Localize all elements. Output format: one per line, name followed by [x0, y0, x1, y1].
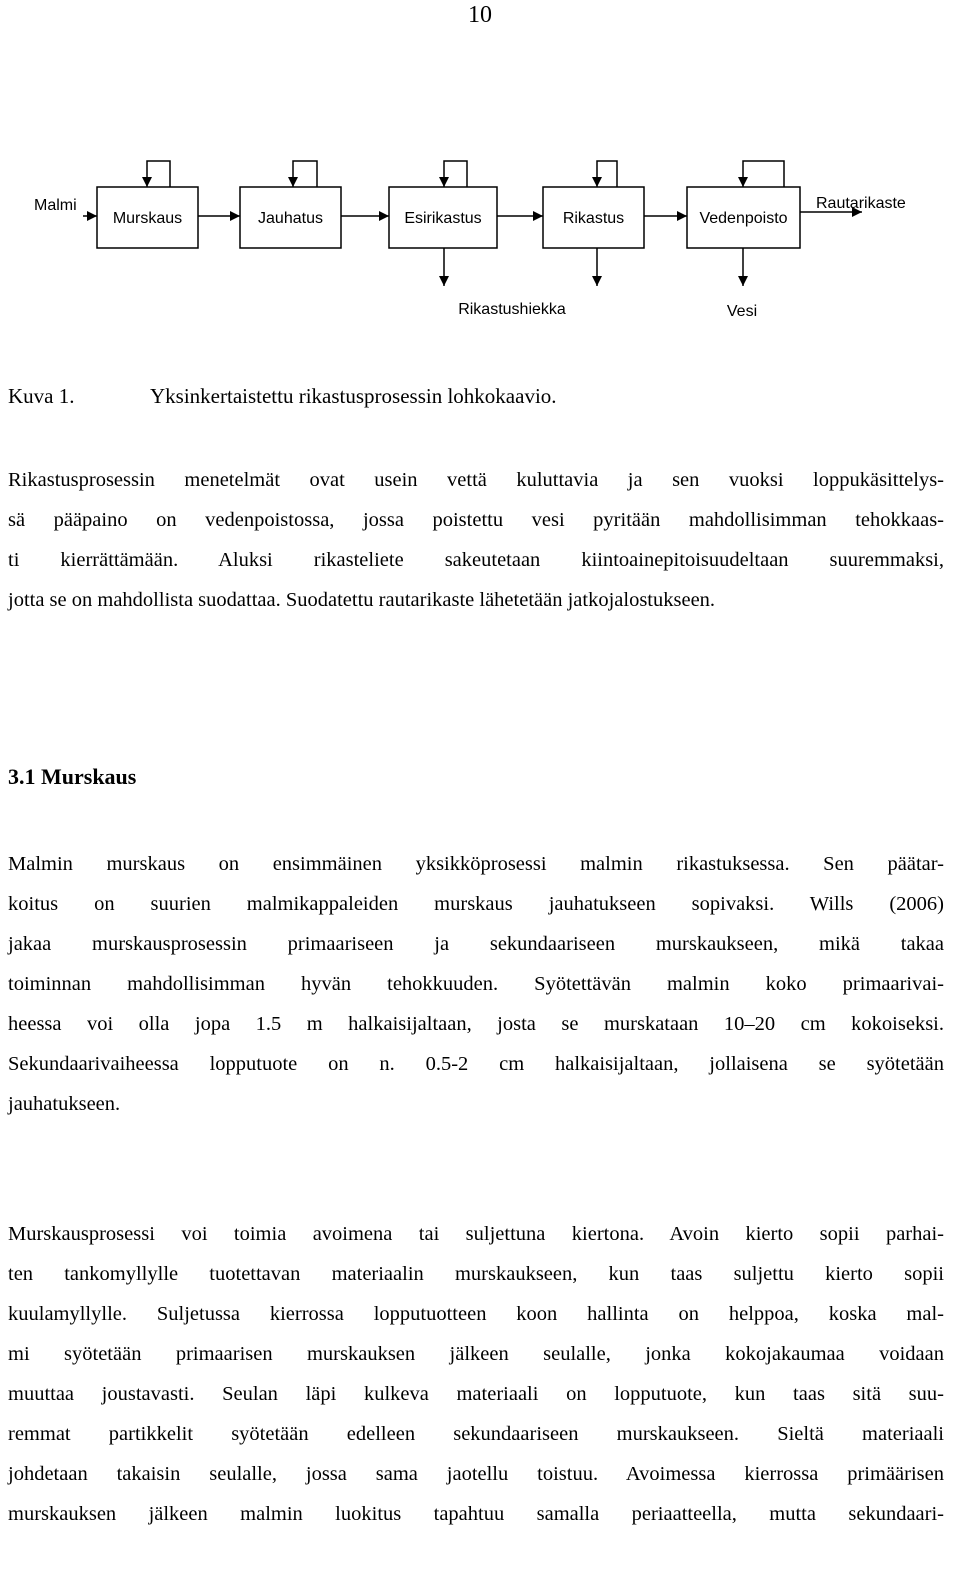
- figure-caption-text: Yksinkertaistettu rikastusprosessin lohkokaavio.: [150, 384, 557, 408]
- label-rikastushiekka: Rikastushiekka: [458, 301, 566, 318]
- loop-jauhatus: [293, 161, 317, 187]
- figure-number: Kuva 1.: [8, 384, 75, 408]
- text-line: ti kierrättämään. Aluksi rikasteliete sakeutetaan kiintoainepitoisuudeltaan suuremmaksi,: [8, 549, 944, 571]
- label-vedenpoisto: Vedenpoisto: [699, 210, 788, 227]
- text-line: muuttaa joustavasti. Seulan läpi kulkeva materiaali on lopputuote, kun taas sitä suu-: [8, 1383, 944, 1405]
- text-line: toiminnan mahdollisimman hyvän tehokkuuden. Syötettävän malmin koko primaarivai-: [8, 973, 944, 995]
- label-vesi: Vesi: [726, 303, 758, 320]
- text-line: mi syötetään primaarisen murskauksen jälkeen seulalle, jonka kokojakaumaa voidaan: [8, 1343, 944, 1365]
- loop-rikastus: [597, 161, 617, 187]
- paragraph-crushing: [8, 844, 944, 1124]
- text-line: remmat partikkelit syötetään edelleen sekundaariseen murskaukseen. Sieltä materiaali: [8, 1423, 944, 1445]
- text-line: Rikastusprosessin menetelmät ovat usein vettä kuluttavia ja sen vuoksi loppukäsittelys-: [8, 469, 944, 491]
- text-line: jakaa murskausprosessin primaariseen ja sekundaariseen murskaukseen, mikä takaa: [8, 933, 944, 955]
- text-line: murskauksen jälkeen malmin luokitus tapahtuu samalla periaatteella, mutta sekundaari-: [8, 1503, 944, 1525]
- loop-vedenpoisto: [743, 161, 784, 187]
- label-rikastus: Rikastus: [562, 210, 625, 227]
- label-jauhatus: Jauhatus: [258, 210, 323, 227]
- page-number: 10: [468, 2, 492, 28]
- label-rautarikaste: Rautarikaste: [816, 195, 906, 212]
- label-malmi: Malmi: [34, 197, 77, 214]
- text-line: koitus on suurien malmikappaleiden murskaus jauhatukseen sopivaksi. Wills (2006): [8, 893, 944, 915]
- text-line: johdetaan takaisin seulalle, jossa sama jaotellu toistuu. Avoimessa kierrossa primäärisen: [8, 1463, 944, 1485]
- text-line: jotta se on mahdollista suodattaa. Suodatettu rautarikaste lähetetään jatkojalostukseen.: [8, 589, 716, 611]
- text-line: heessa voi olla jopa 1.5 m halkaisijaltaan, josta se murskataan 10–20 cm kokoiseksi.: [8, 1013, 944, 1035]
- label-esirikastus: Esirikastus: [404, 210, 482, 227]
- label-murskaus: Murskaus: [112, 210, 183, 227]
- loop-murskaus: [147, 161, 170, 187]
- text-line: Sekundaarivaiheessa lopputuote on n. 0.5-2 cm halkaisijaltaan, jollaisena se syötetään: [8, 1053, 944, 1075]
- paragraph-circuits: [8, 1214, 944, 1534]
- loop-esirikastus: [444, 161, 467, 187]
- paragraph-intro: [8, 460, 944, 620]
- text-line: kuulamyllylle. Suljetussa kierrossa lopputuotteen koon hallinta on helppoa, koska mal-: [8, 1303, 944, 1325]
- text-line: Murskausprosessi voi toimia avoimena tai suljettuna kiertona. Avoin kierto sopii parhai-: [8, 1223, 944, 1245]
- text-line: ten tankomyllylle tuotettavan materiaalin murskaukseen, kun taas suljettu kierto sopii: [8, 1263, 944, 1285]
- section-heading: 3.1 Murskaus: [8, 764, 137, 789]
- process-flow-diagram: [0, 150, 960, 330]
- text-line: jauhatukseen.: [8, 1093, 121, 1115]
- text-line: sä pääpaino on vedenpoistossa, jossa poistettu vesi pyritään mahdollisimman tehokkaas-: [8, 509, 944, 531]
- text-line: Malmin murskaus on ensimmäinen yksikköprosessi malmin rikastuksessa. Sen päätar-: [8, 853, 944, 875]
